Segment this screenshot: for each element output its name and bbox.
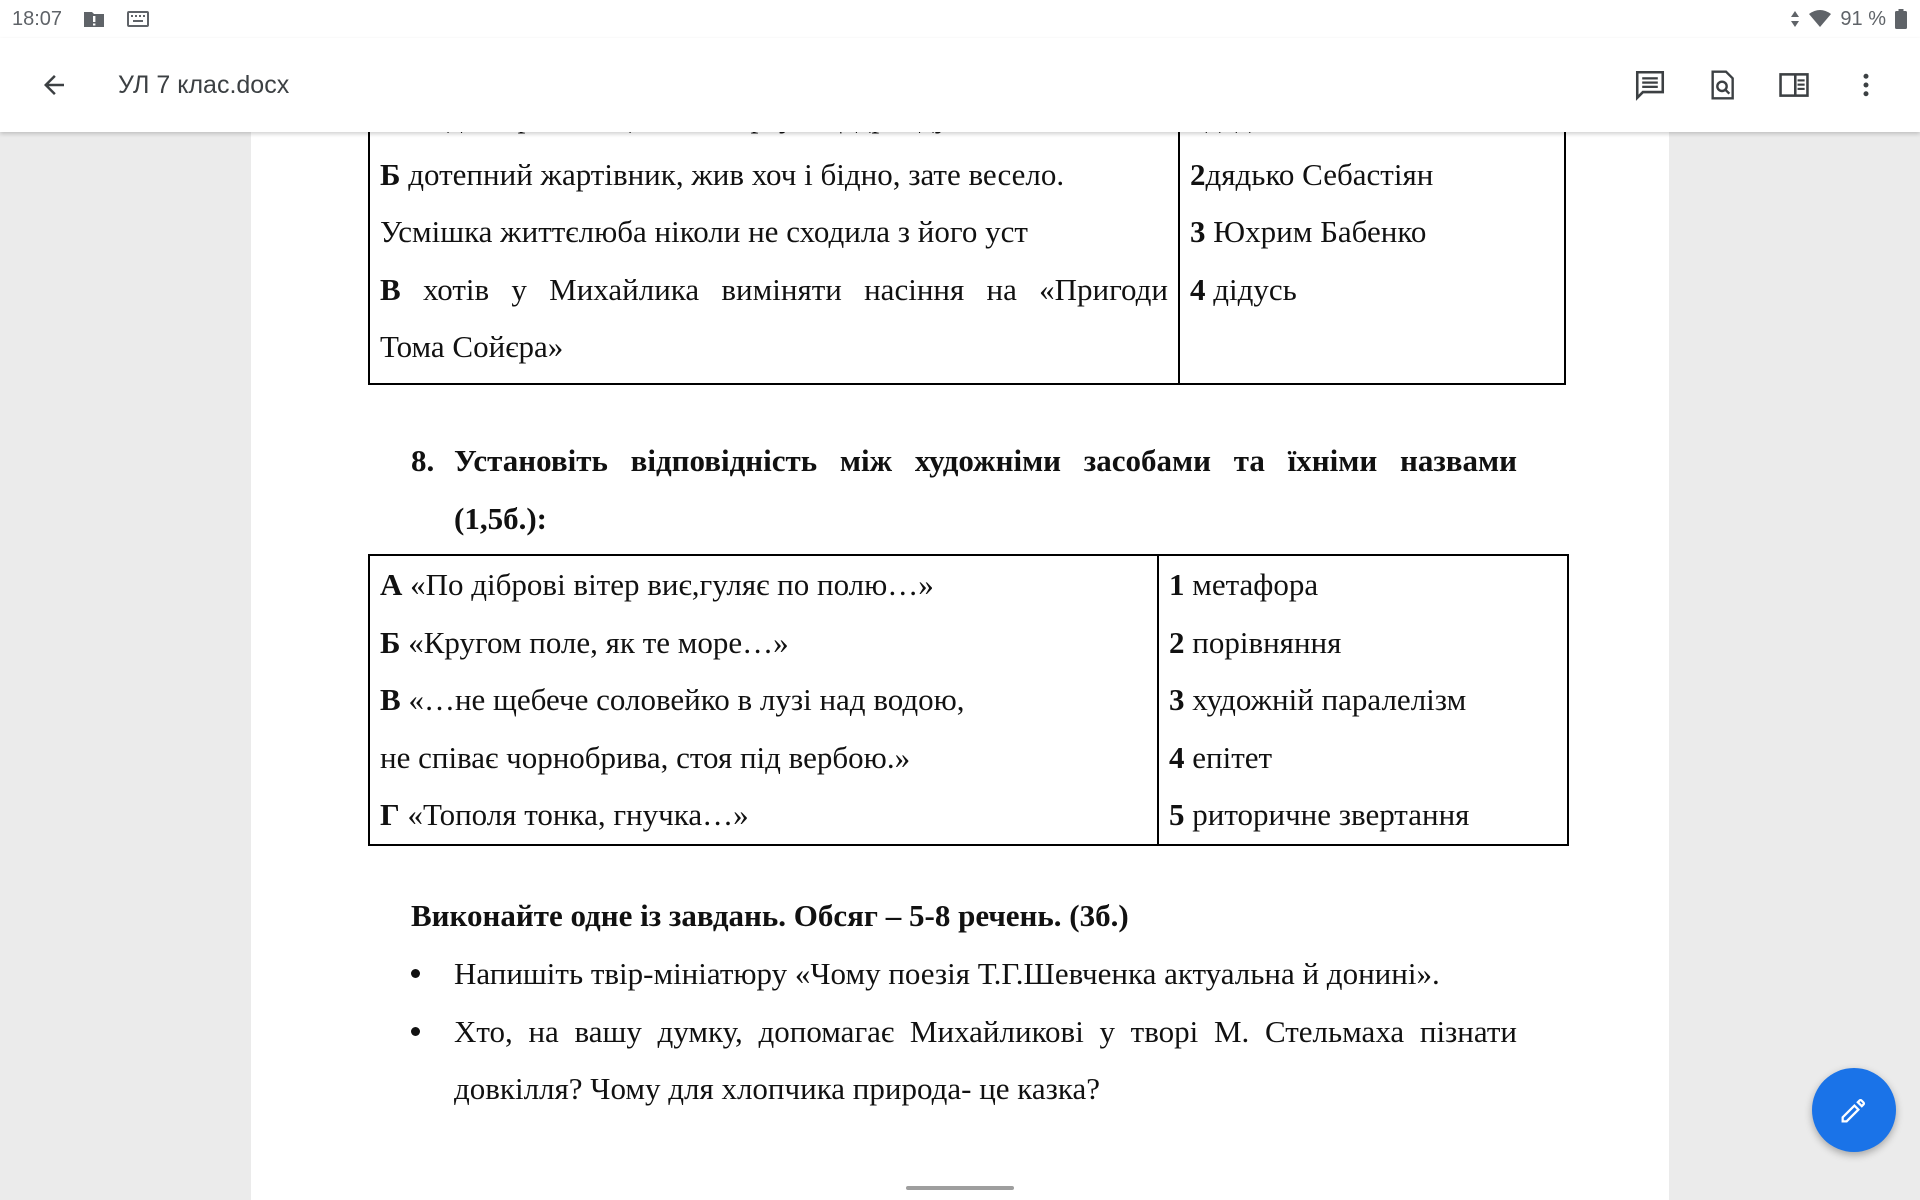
comments-button[interactable] bbox=[1614, 49, 1686, 121]
table2-row-a: А «По діброві вітер виє,гуляє по полю…» bbox=[380, 567, 934, 602]
find-in-page-icon bbox=[1706, 69, 1738, 101]
find-in-document-button[interactable] bbox=[1686, 49, 1758, 121]
table1-option-4: 4 дідусь bbox=[1190, 271, 1297, 307]
wifi-icon bbox=[1808, 9, 1832, 29]
table1-option-2: 2дядько Себастіян bbox=[1190, 156, 1434, 192]
matching-table-devices bbox=[368, 554, 1569, 846]
essay-option-1: Напишіть твір-мініатюру «Чому поезія Т.Г.Шевченка актуальна й донині». bbox=[411, 945, 1517, 1003]
battery-level: 91 % bbox=[1840, 7, 1886, 30]
status-bar bbox=[0, 0, 1920, 38]
table1-row-b: Б дотепний жартівник, жив хоч і бідно, зате весело. bbox=[380, 156, 1065, 192]
table2-row-v: В «…не щебече соловейко в лузі над водою, bbox=[380, 682, 965, 717]
bullet-icon bbox=[411, 969, 420, 978]
print-layout-icon bbox=[1777, 68, 1811, 102]
table2-row-b: Б «Кругом поле, як те море…» bbox=[380, 624, 789, 660]
table2-row-v-cont: не співає чорнобрива, стоя під вербою.» bbox=[380, 739, 911, 775]
bullet-icon bbox=[411, 1027, 420, 1036]
app-bar bbox=[0, 38, 1920, 132]
status-time: 18:07 bbox=[12, 7, 63, 30]
task-8-heading bbox=[411, 432, 1517, 547]
home-gesture-indicator[interactable] bbox=[906, 1186, 1014, 1190]
edit-pencil-icon bbox=[1837, 1093, 1871, 1127]
document-page[interactable] bbox=[251, 132, 1669, 1200]
table2-option-4: 4 епітет bbox=[1169, 739, 1273, 775]
task-8-number: 8. bbox=[411, 443, 435, 478]
essay-heading: Виконайте одне із завдань. Обсяг – 5-8 речень. (3б.) bbox=[411, 898, 1129, 933]
back-button[interactable] bbox=[26, 57, 82, 113]
keyboard-notification-icon bbox=[126, 9, 150, 29]
print-layout-button[interactable] bbox=[1758, 49, 1830, 121]
table1-row-v-cont: Тома Сойєра» bbox=[380, 329, 564, 364]
battery-icon bbox=[1894, 8, 1908, 30]
back-arrow-icon bbox=[39, 70, 69, 100]
document-title: УЛ 7 клас.docx bbox=[118, 70, 290, 99]
comment-icon bbox=[1633, 68, 1667, 102]
table2-option-3: 3 художній паралелізм bbox=[1169, 682, 1467, 717]
table1-option-3: 3 Юхрим Бабенко bbox=[1190, 214, 1427, 249]
table2-left-cell bbox=[369, 555, 1158, 845]
more-vert-icon bbox=[1851, 70, 1881, 100]
table1-row-b-cont: Усмішка життєлюба ніколи не сходила з його уст bbox=[380, 214, 1028, 249]
essay-option-2: Хто, на вашу думку, допомагає Михайликові у творі М. Стельмаха пізнати довкілля? Чому для хлопчика природа- це казка? bbox=[411, 1003, 1517, 1118]
table2-row-g: Г «Тополя тонка, гнучка…» bbox=[380, 797, 749, 832]
task-8-text: Установіть відповідність між художніми засобами та їхніми назвами bbox=[454, 443, 1517, 478]
task-8-points: (1,5б.): bbox=[454, 500, 547, 536]
more-options-button[interactable] bbox=[1830, 49, 1902, 121]
table2-right-cell bbox=[1158, 555, 1568, 845]
notification-alert-icon bbox=[82, 9, 106, 29]
data-transfer-icon bbox=[1790, 9, 1800, 29]
table1-row-v: В хотів у Михайлика виміняти насіння на «Пригоди bbox=[380, 271, 1168, 307]
essay-options-list bbox=[411, 945, 1517, 1118]
table2-option-2: 2 порівняння bbox=[1169, 624, 1342, 660]
edit-fab-button[interactable] bbox=[1812, 1068, 1896, 1152]
table2-option-1: 1 метафора bbox=[1169, 567, 1319, 602]
table2-option-5: 5 риторичне звертання bbox=[1169, 797, 1470, 832]
